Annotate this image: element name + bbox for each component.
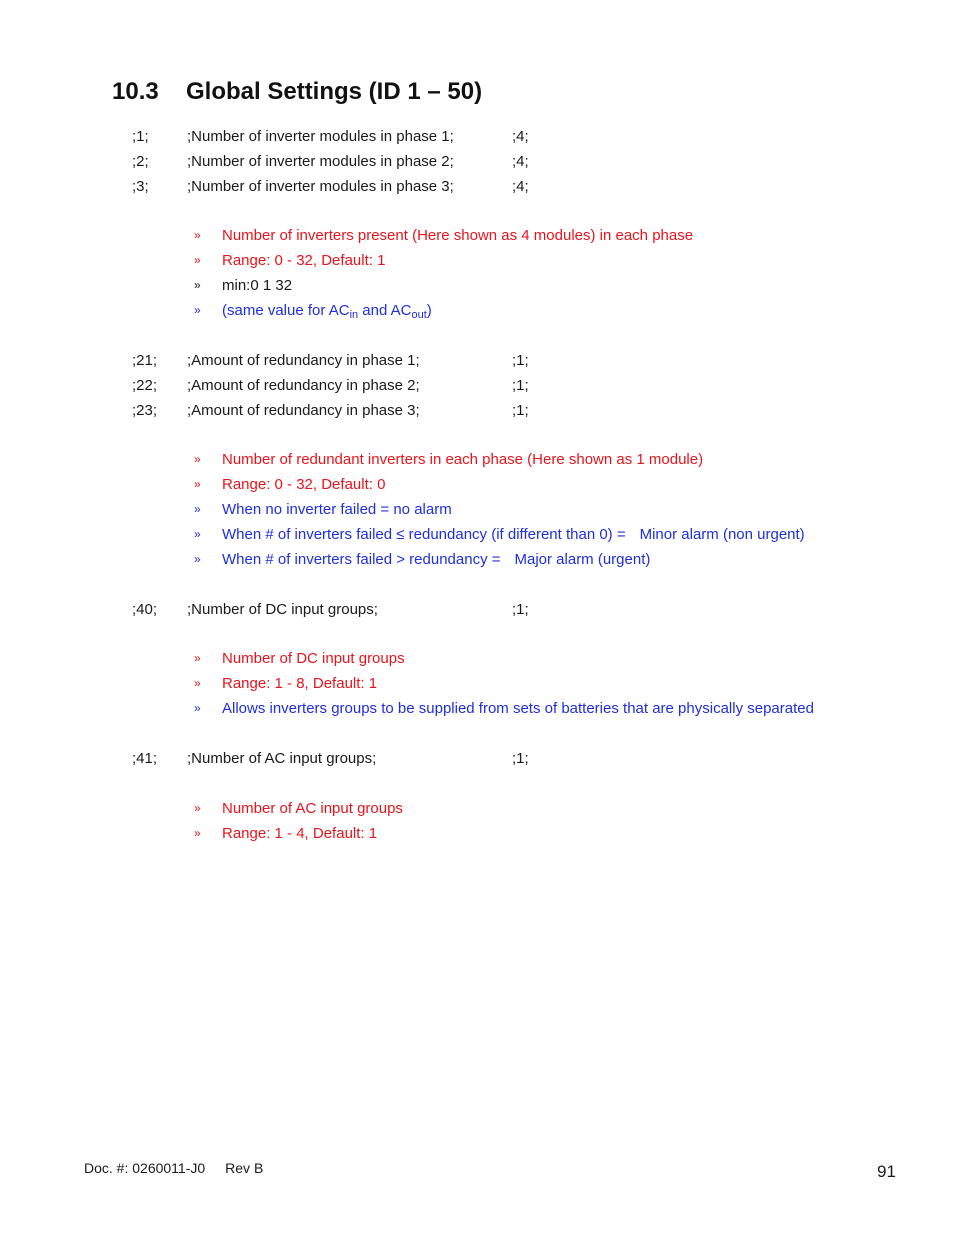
bullet-icon: »: [194, 552, 201, 566]
bullet-icon: »: [194, 477, 201, 491]
bullet-text: min:0 1 32: [222, 277, 293, 294]
setting-id: ;2;: [132, 153, 149, 170]
setting-id: ;1;: [132, 128, 149, 145]
setting-description: ;Amount of redundancy in phase 2;: [187, 377, 420, 394]
bullet-text: Number of inverters present (Here shown as 4 modules) in each phase: [222, 227, 694, 244]
bullet-icon: »: [194, 801, 201, 815]
alarm-result: Major alarm (urgent): [514, 551, 651, 568]
setting-value: ;1;: [512, 601, 529, 618]
setting-value: ;4;: [512, 178, 529, 195]
setting-value: ;4;: [512, 128, 529, 145]
bullet-icon: »: [194, 452, 201, 466]
setting-value: ;4;: [512, 153, 529, 170]
bullet-text: Number of redundant inverters in each phase (Here shown as 1 module): [222, 451, 704, 468]
setting-id: ;3;: [132, 178, 149, 195]
section-number: 10.3: [112, 78, 159, 105]
bullet-icon: »: [194, 676, 201, 690]
bullet-text-suffix: ): [426, 302, 432, 319]
bullet-text: [222, 547, 650, 572]
bullet-text: Range: 0 - 32, Default: 1: [222, 252, 386, 269]
page-number: 91: [877, 1162, 896, 1181]
setting-description: ;Number of inverter modules in phase 2;: [187, 153, 454, 170]
bullet-text: When no inverter failed = no alarm: [222, 501, 452, 518]
subscript-out: out: [411, 309, 427, 321]
bullet-text: Range: 1 - 8, Default: 1: [222, 675, 378, 692]
setting-value: ;1;: [512, 750, 529, 767]
setting-id: ;41;: [132, 750, 158, 767]
setting-value: ;1;: [512, 352, 529, 369]
setting-id: ;23;: [132, 402, 158, 419]
bullet-icon: »: [194, 701, 201, 715]
alarm-result: Minor alarm (non urgent): [639, 526, 805, 543]
setting-description: ;Number of inverter modules in phase 3;: [187, 178, 454, 195]
setting-id: ;21;: [132, 352, 158, 369]
subscript-in: in: [349, 309, 359, 321]
setting-description: ;Amount of redundancy in phase 1;: [187, 352, 420, 369]
revision: Rev B: [225, 1160, 264, 1176]
bullet-icon: »: [194, 228, 201, 242]
setting-value: ;1;: [512, 377, 529, 394]
bullet-icon: »: [194, 826, 201, 840]
setting-id: ;22;: [132, 377, 158, 394]
condition-text: When # of inverters failed > redundancy =: [222, 551, 501, 568]
bullet-text: Number of DC input groups: [222, 650, 405, 667]
footer-doc-info: [84, 1160, 263, 1176]
setting-id: ;40;: [132, 601, 158, 618]
condition-text: When # of inverters failed ≤ redundancy (if different than 0) =: [222, 526, 626, 543]
setting-description: ;Number of DC input groups;: [187, 601, 378, 618]
bullet-icon: »: [194, 651, 201, 665]
bullet-icon: »: [194, 502, 201, 516]
setting-description: ;Number of AC input groups;: [187, 750, 377, 767]
bullet-icon: »: [194, 527, 201, 541]
section-title: Global Settings (ID 1 – 50): [186, 78, 483, 105]
bullet-text: Number of AC input groups: [222, 800, 403, 817]
setting-value: ;1;: [512, 402, 529, 419]
doc-number: Doc. #: 0260011-J0: [84, 1160, 206, 1176]
bullet-icon: »: [194, 278, 201, 292]
bullet-icon: »: [194, 253, 201, 267]
bullet-text: Allows inverters groups to be supplied from sets of batteries that are physically separated: [222, 700, 814, 717]
bullet-text: [222, 522, 805, 547]
bullet-text: Range: 1 - 4, Default: 1: [222, 825, 378, 842]
setting-description: ;Amount of redundancy in phase 3;: [187, 402, 420, 419]
section-heading: [112, 78, 482, 106]
setting-description: ;Number of inverter modules in phase 1;: [187, 128, 454, 145]
bullet-text-mid: and AC: [358, 302, 412, 319]
bullet-text: [222, 298, 432, 328]
bullet-text-prefix: (same value for AC: [222, 302, 350, 319]
bullet-icon: »: [194, 303, 201, 317]
bullet-text: Range: 0 - 32, Default: 0: [222, 476, 386, 493]
